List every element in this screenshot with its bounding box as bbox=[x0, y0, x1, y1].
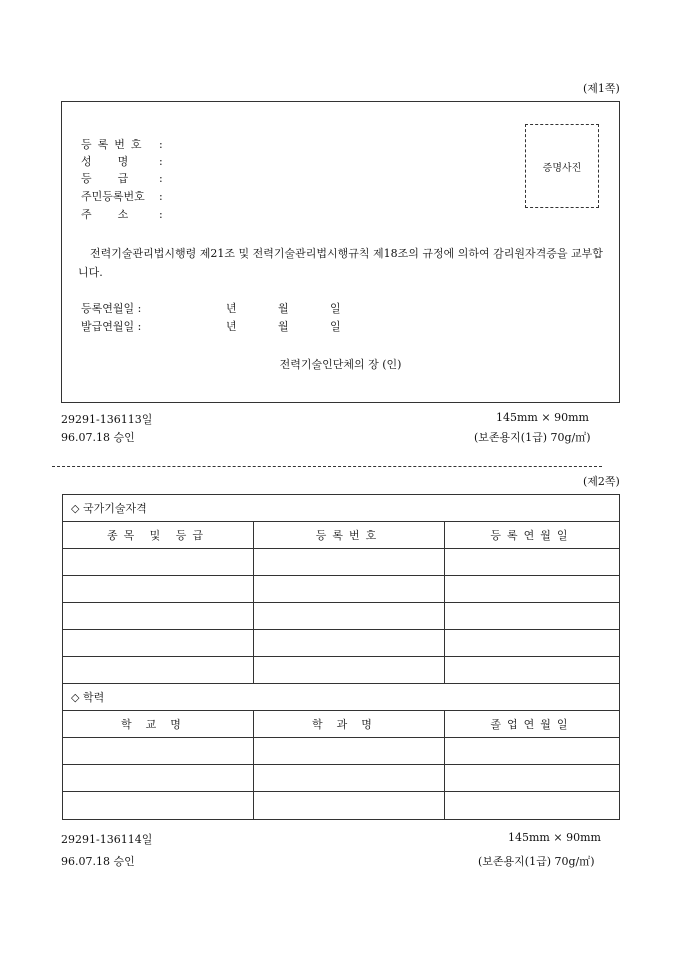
table-cell[interactable] bbox=[445, 738, 619, 764]
date-label: 등록연월일 : bbox=[81, 302, 142, 315]
table-cell[interactable] bbox=[445, 576, 619, 602]
section-title-education bbox=[63, 684, 619, 711]
table-cell[interactable] bbox=[254, 549, 445, 575]
cut-line bbox=[52, 466, 602, 467]
field-sep: : bbox=[159, 208, 163, 221]
field-label: 등급 bbox=[81, 172, 155, 185]
month-unit: 월 bbox=[278, 320, 289, 333]
header-cell: 학교명 bbox=[63, 711, 254, 737]
certificate-body: 전력기술관리법시행령 제21조 및 전력기술관리법시행규칙 제18조의 규정에 의하여 감리원자격증을 교부합니다. bbox=[78, 247, 603, 279]
table-cell[interactable] bbox=[445, 549, 619, 575]
table-row bbox=[63, 549, 619, 576]
day-unit: 일 bbox=[330, 320, 341, 333]
page1-approval: 96.07.18 승인 bbox=[61, 431, 135, 444]
page1-size: 145mm × 90mm bbox=[496, 411, 589, 424]
table-cell[interactable] bbox=[254, 657, 445, 683]
header-cell: 등록번호 bbox=[254, 522, 445, 548]
photo-box bbox=[525, 124, 599, 208]
certificate-back-table bbox=[62, 494, 620, 820]
table-row bbox=[63, 630, 619, 657]
table-cell[interactable] bbox=[254, 603, 445, 629]
field-address bbox=[81, 206, 163, 222]
table-cell[interactable] bbox=[445, 792, 619, 819]
field-name bbox=[81, 153, 163, 169]
table-cell[interactable] bbox=[63, 576, 254, 602]
field-sep: : bbox=[159, 172, 163, 185]
field-sep: : bbox=[159, 190, 163, 203]
table-cell[interactable] bbox=[254, 576, 445, 602]
field-sep: : bbox=[159, 138, 163, 151]
page2-form-number: 29291-136114일 bbox=[61, 833, 153, 846]
issuer-line: 전력기술인단체의 장 (인) bbox=[279, 358, 402, 371]
date-issue bbox=[81, 318, 341, 334]
table-cell[interactable] bbox=[63, 630, 254, 656]
table-cell[interactable] bbox=[254, 765, 445, 791]
page1-form-number: 29291-136113일 bbox=[61, 413, 153, 426]
page2-size: 145mm × 90mm bbox=[508, 831, 601, 844]
table-cell[interactable] bbox=[63, 549, 254, 575]
field-resident-number bbox=[81, 188, 163, 204]
header-cell: 졸업연월일 bbox=[490, 718, 574, 731]
table-row bbox=[63, 576, 619, 603]
year-unit: 년 bbox=[226, 302, 237, 315]
field-grade bbox=[81, 170, 163, 186]
field-label: 주소 bbox=[81, 208, 155, 221]
table-row bbox=[63, 765, 619, 792]
table-row bbox=[63, 603, 619, 630]
month-unit: 월 bbox=[278, 302, 289, 315]
page1-paper: (보존용지(1급) 70g/㎡) bbox=[474, 431, 591, 444]
date-registration bbox=[81, 300, 341, 316]
page2-approval: 96.07.18 승인 bbox=[61, 855, 135, 868]
certificate-front bbox=[61, 101, 620, 403]
header-cell: 학과명 bbox=[254, 711, 445, 737]
date-label: 발급연월일 : bbox=[81, 320, 142, 333]
table-cell[interactable] bbox=[445, 630, 619, 656]
field-sep: : bbox=[159, 155, 163, 168]
table-cell[interactable] bbox=[445, 603, 619, 629]
table-header-row bbox=[63, 522, 619, 549]
table-cell[interactable] bbox=[445, 765, 619, 791]
section-title-qualification bbox=[63, 495, 619, 522]
header-cell: 등록연월일 bbox=[490, 529, 574, 542]
field-label: 주민등록번호 bbox=[81, 190, 145, 203]
table-row bbox=[63, 657, 619, 684]
table-cell[interactable] bbox=[63, 765, 254, 791]
table-row bbox=[63, 738, 619, 765]
field-label: 등록번호 bbox=[81, 138, 148, 151]
page1-side-label: (제1쪽) bbox=[583, 82, 620, 95]
table-cell[interactable] bbox=[445, 657, 619, 683]
header-cell: 종목 및 등급 bbox=[63, 522, 254, 548]
table-cell[interactable] bbox=[63, 738, 254, 764]
day-unit: 일 bbox=[330, 302, 341, 315]
photo-label: 증명사진 bbox=[542, 162, 582, 174]
field-reg-number bbox=[81, 136, 163, 152]
table-cell[interactable] bbox=[63, 792, 254, 819]
page2-side-label: (제2쪽) bbox=[583, 475, 620, 488]
table-cell[interactable] bbox=[63, 603, 254, 629]
table-cell[interactable] bbox=[254, 738, 445, 764]
section-title: ◇ 국가기술자격 bbox=[71, 502, 147, 515]
table-cell[interactable] bbox=[254, 792, 445, 819]
table-row bbox=[63, 792, 619, 819]
table-cell[interactable] bbox=[63, 657, 254, 683]
page2-paper: (보존용지(1급) 70g/㎡) bbox=[478, 855, 595, 868]
table-header-row bbox=[63, 711, 619, 738]
field-label: 성명 bbox=[81, 155, 155, 168]
year-unit: 년 bbox=[226, 320, 237, 333]
section-title: ◇ 학력 bbox=[71, 691, 105, 704]
table-cell[interactable] bbox=[254, 630, 445, 656]
